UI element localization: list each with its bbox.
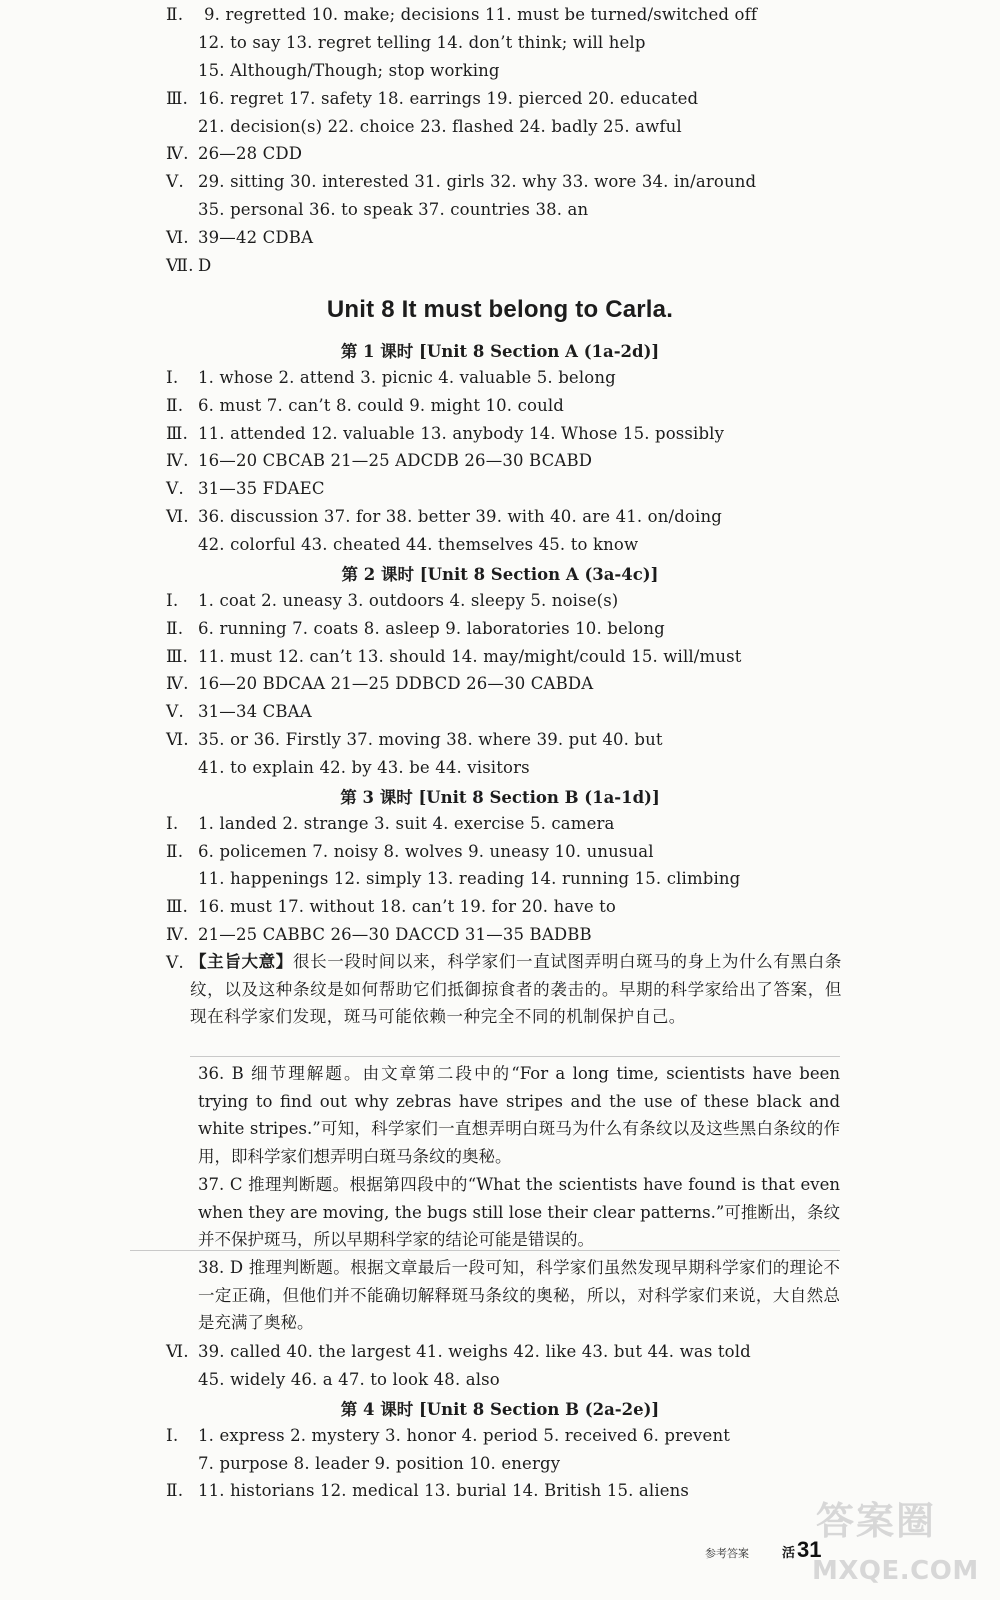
section-numeral: Ⅰ. bbox=[166, 591, 179, 611]
answer-text: 11. historians 12. medical 13. burial 14. British 15. aliens bbox=[198, 1481, 690, 1500]
section-numeral: Ⅲ. bbox=[166, 424, 189, 444]
section-numeral: Ⅳ. bbox=[166, 451, 189, 471]
section-numeral: Ⅵ. bbox=[166, 730, 189, 750]
lesson-heading: 第 3 课时 [Unit 8 Section B (1a-1d)] bbox=[340, 788, 660, 807]
section-numeral: Ⅴ. bbox=[166, 702, 184, 722]
section-numeral: Ⅳ. bbox=[166, 144, 189, 164]
page-number bbox=[782, 1537, 822, 1563]
answer-text: 1. coat 2. uneasy 3. outdoors 4. sleepy 5. noise(s) bbox=[198, 591, 619, 610]
section-numeral: Ⅰ. bbox=[166, 368, 179, 388]
answer-text: 1. whose 2. attend 3. picnic 4. valuable 5. belong bbox=[198, 368, 616, 387]
answer-text: D bbox=[198, 256, 212, 275]
section-numeral: Ⅱ. bbox=[166, 396, 184, 416]
answer-text: 35. or 36. Firstly 37. moving 38. where 39. put 40. but bbox=[198, 730, 663, 749]
section-numeral: Ⅰ. bbox=[166, 1426, 179, 1446]
answer-text: 11. happenings 12. simply 13. reading 14. running 15. climbing bbox=[198, 869, 741, 888]
section-numeral: Ⅱ. bbox=[166, 5, 184, 25]
answer-text: 39—42 CDBA bbox=[198, 228, 314, 247]
answer-text: 12. to say 13. regret telling 14. don’t think; will help bbox=[198, 33, 646, 52]
answer-text: 35. personal 36. to speak 37. countries 38. an bbox=[198, 200, 589, 219]
section-numeral: Ⅲ. bbox=[166, 89, 189, 109]
divider bbox=[130, 1250, 840, 1251]
section-numeral: Ⅵ. bbox=[166, 507, 189, 527]
answer-text: 26—28 CDD bbox=[198, 144, 303, 163]
watermark-url-text: MXQE.COM bbox=[812, 1556, 979, 1586]
answer-text: 21. decision(s) 22. choice 23. flashed 24. badly 25. awful bbox=[198, 117, 682, 136]
answer-text: 21—25 CABBC 26—30 DACCD 31—35 BADBB bbox=[198, 925, 592, 944]
answer-text: 6. must 7. can’t 8. could 9. might 10. could bbox=[198, 396, 564, 415]
answer-text: 31—34 CBAA bbox=[198, 702, 312, 721]
section-numeral: Ⅱ. bbox=[166, 842, 184, 862]
answer-text: 31—35 FDAEC bbox=[198, 479, 325, 498]
section-numeral: Ⅲ. bbox=[166, 897, 189, 917]
answer-text: 36. discussion 37. for 38. better 39. with 40. are 41. on/doing bbox=[198, 507, 722, 526]
question-38-explanation: 38. D 推理判断题。根据文章最后一段可知，科学家们虽然发现早期科学家们的理论不一定正确，但他们并不能确切解释斑马条纹的奥秘，所以，对科学家们来说，大自然总是充满了奥秘。 bbox=[198, 1258, 840, 1333]
section-numeral: Ⅵ. bbox=[166, 1342, 189, 1362]
page-number-value: 31 bbox=[797, 1537, 822, 1562]
answer-text: 1. express 2. mystery 3. honor 4. period 5. received 6. prevent bbox=[198, 1426, 730, 1445]
section-numeral: Ⅱ. bbox=[166, 619, 184, 639]
answer-text: 16—20 BDCAA 21—25 DDBCD 26—30 CABDA bbox=[198, 674, 594, 693]
answer-text: 6. running 7. coats 8. asleep 9. laboratories 10. belong bbox=[198, 619, 665, 638]
watermark-logo-text: 答案圈 bbox=[816, 1499, 937, 1543]
section-numeral: Ⅱ. bbox=[166, 1481, 184, 1501]
question-37-explanation: 37. C 推理判断题。根据第四段中的“What the scientists have found is that even when they are moving, the bugs still lose their clear patterns.”可推断出，条纹并不保护斑马，所以早期科学家的结论可能是错误的。 bbox=[198, 1175, 840, 1250]
section-numeral: Ⅲ. bbox=[166, 647, 189, 667]
main-idea-text: 很长一段时间以来，科学家们一直试图弄明白斑马的身上为什么有黑白条纹，以及这种条纹是如何帮助它们抵御掠食者的袭击的。早期的科学家给出了答案，但现在科学家们发现，斑马可能依赖一种完全不同的机制保护自己。 bbox=[190, 952, 843, 1027]
answer-text: 42. colorful 43. cheated 44. themselves 45. to know bbox=[198, 535, 639, 554]
unit-title: Unit 8 It must belong to Carla. bbox=[326, 296, 674, 323]
section-numeral: Ⅶ. bbox=[166, 256, 194, 276]
divider bbox=[190, 1056, 840, 1057]
site-watermark bbox=[812, 1490, 980, 1598]
answer-text: 9. regretted 10. make; decisions 11. must be turned/switched off bbox=[204, 5, 758, 24]
answer-text: 29. sitting 30. interested 31. girls 32. why 33. wore 34. in/around bbox=[198, 172, 757, 191]
lesson-heading: 第 1 课时 [Unit 8 Section A (1a-2d)] bbox=[340, 342, 660, 361]
answer-text: 15. Although/Though; stop working bbox=[198, 61, 500, 80]
footer-label: 参考答案 bbox=[705, 1547, 749, 1560]
main-idea-paragraph bbox=[190, 948, 842, 1031]
answer-text: 6. policemen 7. noisy 8. wolves 9. uneasy 10. unusual bbox=[198, 842, 654, 861]
main-idea-label: 【主旨大意】 bbox=[190, 952, 293, 971]
section-numeral: Ⅵ. bbox=[166, 228, 189, 248]
answer-text: 16. regret 17. safety 18. earrings 19. pierced 20. educated bbox=[198, 89, 699, 108]
lesson-heading: 第 4 课时 [Unit 8 Section B (2a-2e)] bbox=[340, 1400, 660, 1419]
answer-text: 11. attended 12. valuable 13. anybody 14. Whose 15. possibly bbox=[198, 424, 725, 443]
section-numeral: Ⅴ. bbox=[166, 479, 184, 499]
answer-text: 41. to explain 42. by 43. be 44. visitors bbox=[198, 758, 530, 777]
answer-text: 16—20 CBCAB 21—25 ADCDB 26—30 BCABD bbox=[198, 451, 593, 470]
section-numeral: Ⅳ. bbox=[166, 925, 189, 945]
section-numeral: Ⅳ. bbox=[166, 674, 189, 694]
answer-text: 1. landed 2. strange 3. suit 4. exercise 5. camera bbox=[198, 814, 615, 833]
answer-text: 39. called 40. the largest 41. weighs 42. like 43. but 44. was told bbox=[198, 1342, 751, 1361]
section-numeral: Ⅰ. bbox=[166, 814, 179, 834]
answer-text: 45. widely 46. a 47. to look 48. also bbox=[198, 1370, 500, 1389]
lesson-heading: 第 2 课时 [Unit 8 Section A (3a-4c)] bbox=[341, 565, 659, 584]
answer-text: 11. must 12. can’t 13. should 14. may/might/could 15. will/must bbox=[198, 647, 742, 666]
answer-text: 16. must 17. without 18. can’t 19. for 20. have to bbox=[198, 897, 616, 916]
page-prefix: 活 bbox=[782, 1545, 796, 1560]
section-numeral: Ⅴ. bbox=[166, 953, 184, 973]
answer-text: 7. purpose 8. leader 9. position 10. energy bbox=[198, 1454, 561, 1473]
question-36-explanation: 36. B 细节理解题。由文章第二段中的“For a long time, scientists have been trying to find out why zebras have stripes and the use of these black and white stripes.”可知，科学家们一直想弄明白斑马为什么有条纹以及这些黑白条纹的作用，即科学家们想弄明白斑马条纹的奥秘。 bbox=[198, 1064, 840, 1166]
section-numeral: Ⅴ. bbox=[166, 172, 184, 192]
